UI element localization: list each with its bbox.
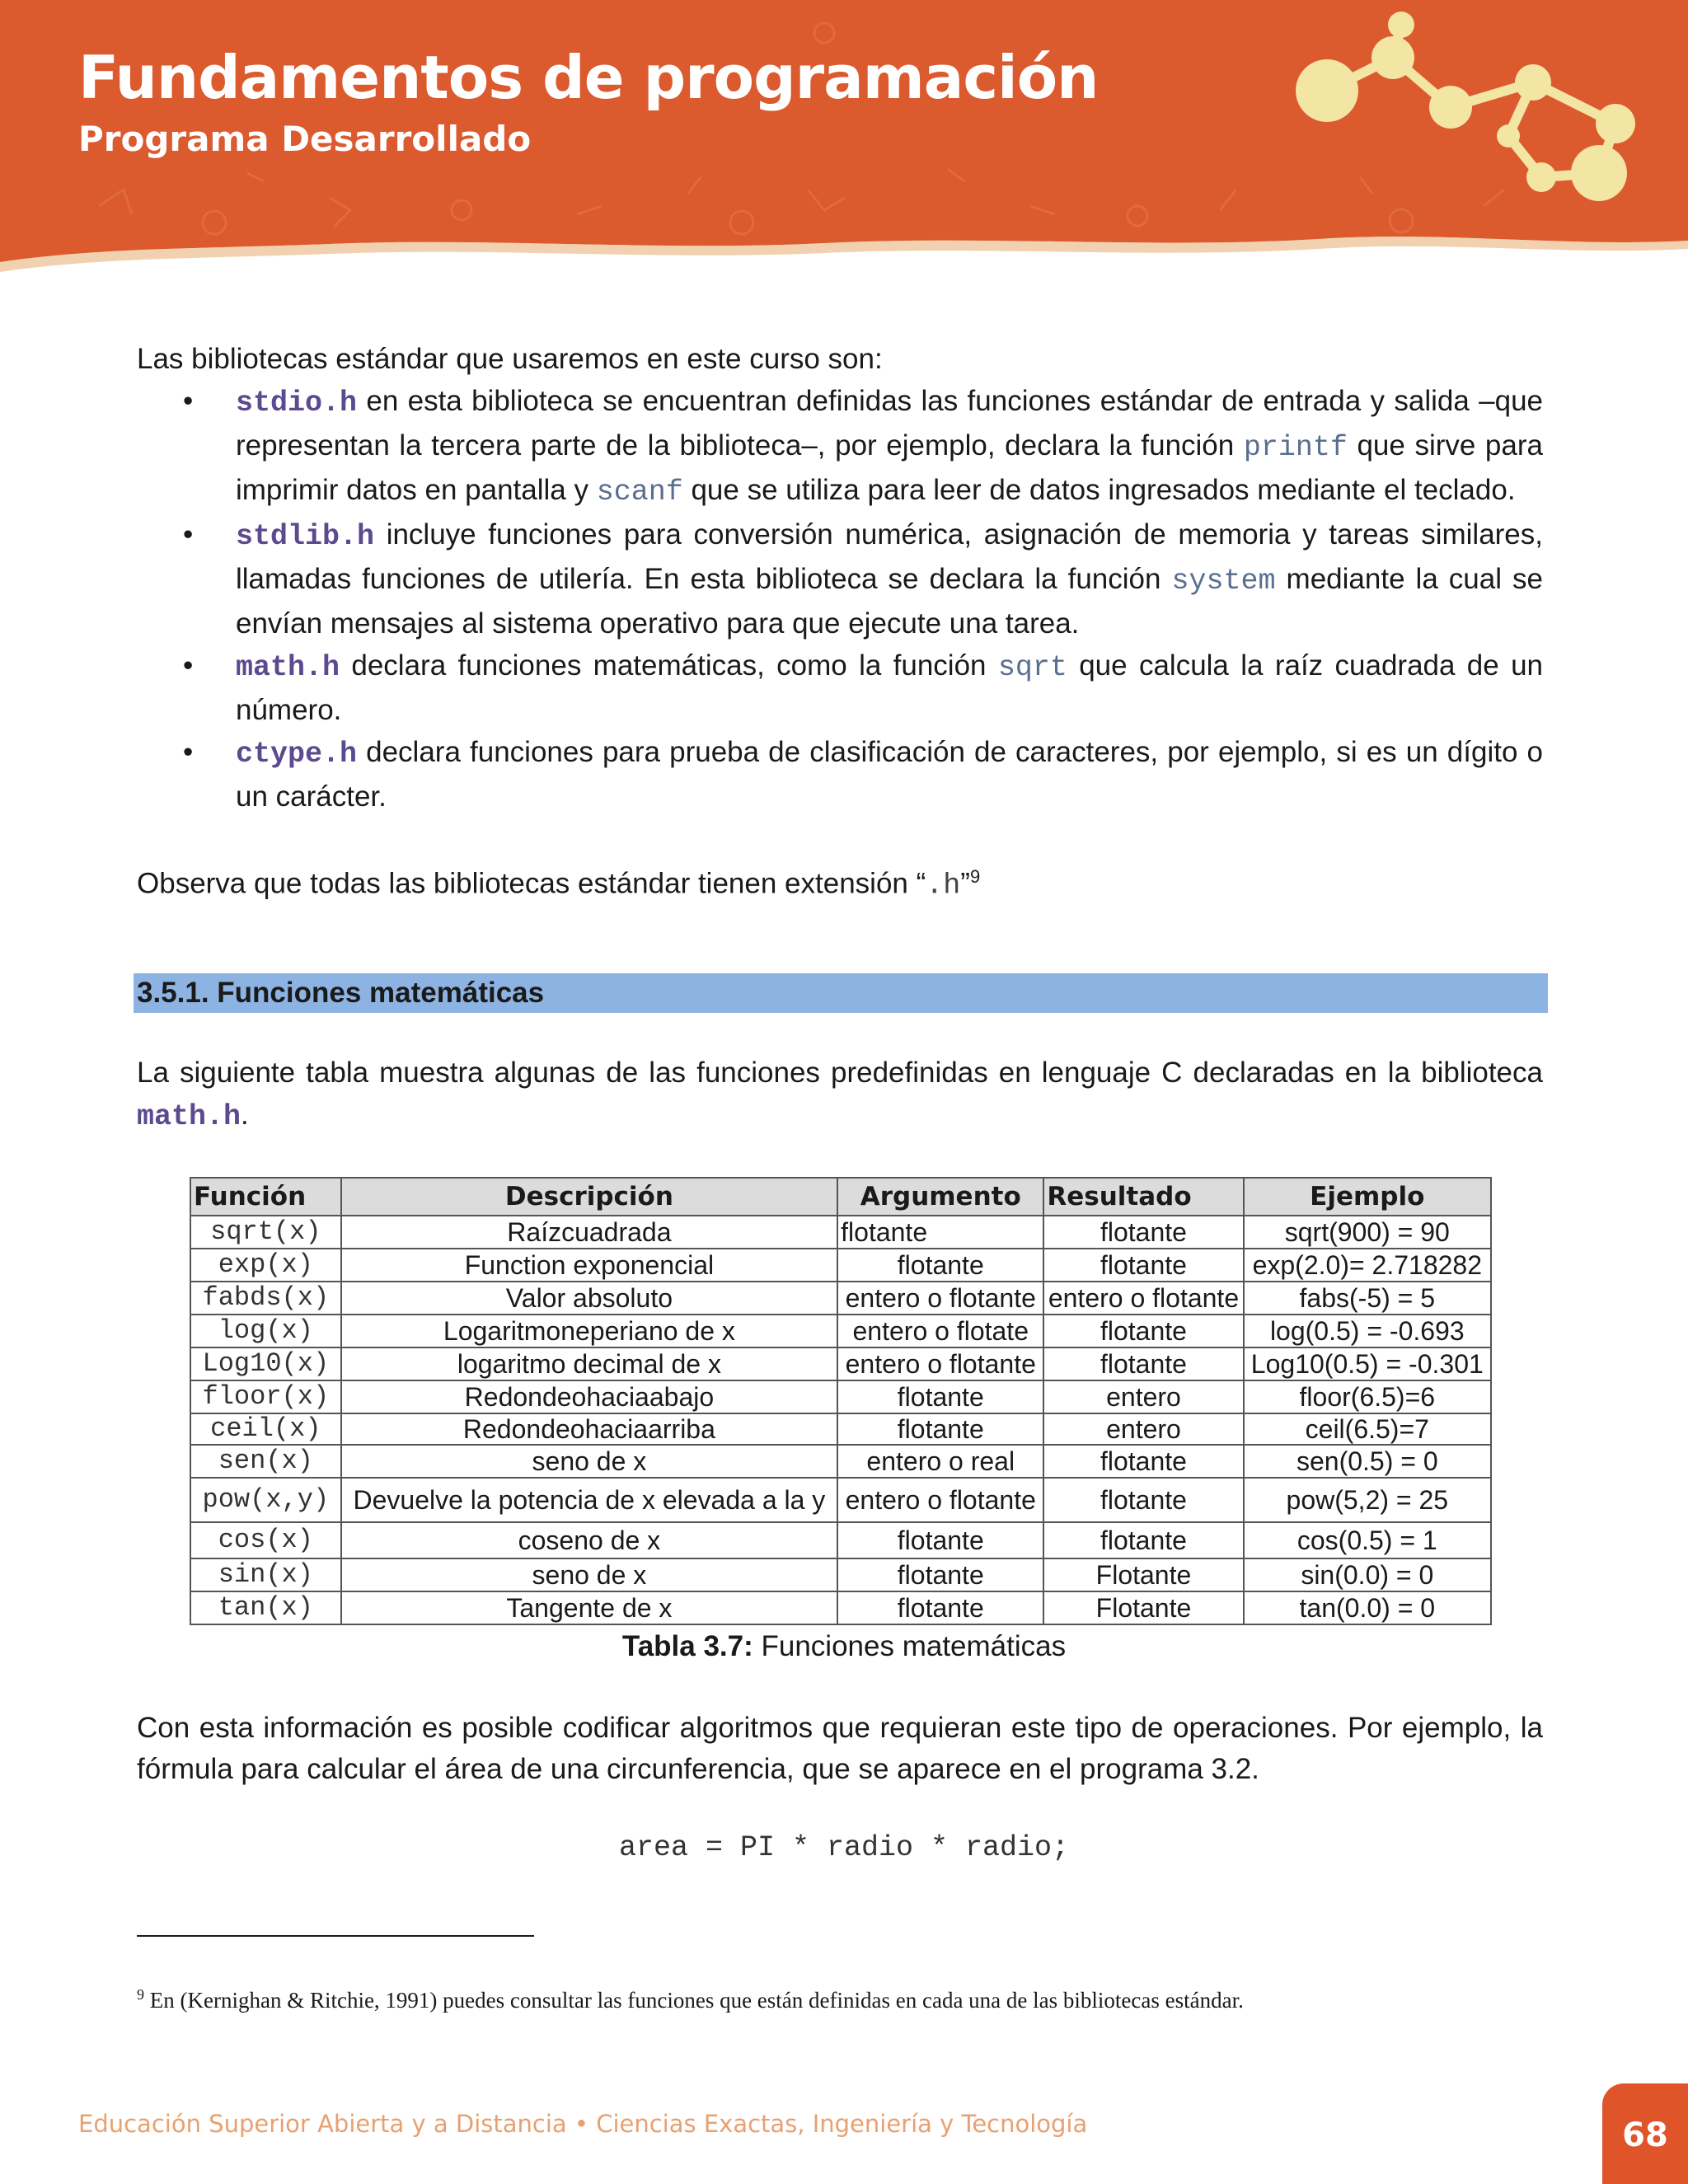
cell-resultado: Flotante xyxy=(1043,1591,1243,1624)
lib-name: stdlib.h xyxy=(236,520,375,553)
cell-argumento: flotante xyxy=(837,1413,1043,1445)
lib-description: declara funciones matemáticas, como la función xyxy=(340,649,998,682)
cell-ejemplo: cos(0.5) = 1 xyxy=(1244,1522,1491,1558)
table-row xyxy=(190,1216,1491,1249)
cell-resultado: entero xyxy=(1043,1380,1243,1413)
col-header-argumento: Argumento xyxy=(837,1178,1043,1216)
cell-funcion: floor(x) xyxy=(190,1380,341,1413)
cell-funcion: exp(x) xyxy=(190,1249,341,1282)
footnote xyxy=(137,1986,1244,2013)
cell-argumento: flotante xyxy=(837,1249,1043,1282)
code-system: system xyxy=(1171,565,1276,598)
cell-ejemplo: exp(2.0)= 2.718282 xyxy=(1244,1249,1491,1282)
list-item-ctype xyxy=(137,731,1543,818)
cell-ejemplo: log(0.5) = -0.693 xyxy=(1244,1315,1491,1347)
cell-descripcion: coseno de x xyxy=(341,1522,837,1558)
footnote-number: 9 xyxy=(137,1986,144,2003)
lib-description-cont: mediante la cual se envían mensajes al sistema operativo para que ejecute una tarea. xyxy=(236,563,1543,640)
table-row xyxy=(190,1347,1491,1380)
cell-argumento: flotante xyxy=(837,1522,1043,1558)
cell-descripcion: Valor absoluto xyxy=(341,1282,837,1315)
cell-funcion: sin(x) xyxy=(190,1558,341,1591)
cell-ejemplo: fabs(-5) = 5 xyxy=(1244,1282,1491,1315)
document-subtitle: Programa Desarrollado xyxy=(78,119,532,159)
observe-paragraph xyxy=(137,855,1543,907)
cell-resultado: flotante xyxy=(1043,1216,1243,1249)
cell-argumento: entero o flotante xyxy=(837,1347,1043,1380)
footer-text: Educación Superior Abierta y a Distancia • Ciencias Exactas, Ingeniería y Tecnología xyxy=(78,2110,1088,2138)
lib-description: incluye funciones para conversión numérica, asignación de memoria y tareas similares, llamadas funciones de utilería. En esta biblioteca se declara la función xyxy=(236,518,1543,595)
after-table-paragraph: Con esta información es posible codificar algoritmos que requieran este tipo de operaciones. Por ejemplo, la fórmula para calcular el área de una circunferencia, que se aparece en el programa 3.2. xyxy=(137,1712,1543,1785)
cell-resultado: entero o flotante xyxy=(1043,1282,1243,1315)
cell-ejemplo: pow(5,2) = 25 xyxy=(1244,1478,1491,1522)
cell-argumento: flotante xyxy=(837,1380,1043,1413)
cell-argumento: entero o real xyxy=(837,1445,1043,1478)
cell-argumento: entero o flotante xyxy=(837,1478,1043,1522)
table-header-row xyxy=(190,1178,1491,1216)
caption-label: Tabla 3.7: xyxy=(621,1630,753,1662)
cell-resultado: flotante xyxy=(1043,1347,1243,1380)
table-intro-end: . xyxy=(241,1099,249,1131)
document-title: Fundamentos de programación xyxy=(78,43,1099,112)
list-item-math xyxy=(137,644,1543,731)
cell-resultado: flotante xyxy=(1043,1249,1243,1282)
table-row xyxy=(190,1282,1491,1315)
page-number: 68 xyxy=(1622,2116,1668,2154)
lib-description: en esta biblioteca se encuentran definidas las funciones estándar de entrada y salida –que representan la tercera parte de la biblioteca–, por ejemplo, declara la función xyxy=(236,385,1543,462)
cell-ejemplo: floor(6.5)=6 xyxy=(1244,1380,1491,1413)
cell-argumento: flotante xyxy=(837,1591,1043,1624)
cell-descripcion: Tangente de x xyxy=(341,1591,837,1624)
cell-argumento: flotante xyxy=(837,1558,1043,1591)
code-printf: printf xyxy=(1243,431,1348,464)
lib-description: declara funciones para prueba de clasificación de caracteres, por ejemplo, si es un dígito o un carácter. xyxy=(236,736,1543,813)
table-intro-text: La siguiente tabla muestra algunas de las funciones predefinidas en lenguaje C declaradas en la biblioteca xyxy=(137,1057,1543,1089)
table-row xyxy=(190,1445,1491,1478)
cell-argumento: entero o flotante xyxy=(837,1282,1043,1315)
code-sqrt: sqrt xyxy=(997,651,1067,684)
cell-ejemplo: sen(0.5) = 0 xyxy=(1244,1445,1491,1478)
cell-funcion: fabds(x) xyxy=(190,1282,341,1315)
col-header-ejemplo: Ejemplo xyxy=(1244,1178,1491,1216)
table-row xyxy=(190,1522,1491,1558)
table-row xyxy=(190,1591,1491,1624)
cell-funcion: ceil(x) xyxy=(190,1413,341,1445)
cell-descripcion: Redondeohaciaabajo xyxy=(341,1380,837,1413)
list-item-stdlib xyxy=(137,513,1543,644)
cell-ejemplo: sqrt(900) = 90 xyxy=(1244,1216,1491,1249)
math-functions-table xyxy=(190,1177,1492,1625)
table-row xyxy=(190,1558,1491,1591)
cell-descripcion: logaritmo decimal de x xyxy=(341,1347,837,1380)
cell-resultado: flotante xyxy=(1043,1445,1243,1478)
lib-name: stdio.h xyxy=(236,387,358,419)
cell-ejemplo: sin(0.0) = 0 xyxy=(1244,1558,1491,1591)
cell-argumento: entero o flotate xyxy=(837,1315,1043,1347)
footnote-ref[interactable]: 9 xyxy=(969,866,981,887)
col-header-resultado: Resultado xyxy=(1043,1178,1243,1216)
col-header-descripcion: Descripción xyxy=(341,1178,837,1216)
cell-descripcion: seno de x xyxy=(341,1558,837,1591)
table-caption xyxy=(0,1630,1688,1663)
cell-descripcion: Redondeohaciaarriba xyxy=(341,1413,837,1445)
cell-resultado: flotante xyxy=(1043,1315,1243,1347)
cell-descripcion: Devuelve la potencia de x elevada a la y xyxy=(341,1478,837,1522)
page-header xyxy=(0,0,1688,280)
cell-ejemplo: Log10(0.5) = -0.301 xyxy=(1244,1347,1491,1380)
lib-name: ctype.h xyxy=(236,738,358,771)
footnote-divider xyxy=(137,1935,534,1937)
section-heading: 3.5.1. Funciones matemáticas xyxy=(134,973,1548,1013)
library-list xyxy=(137,380,1543,818)
table-row xyxy=(190,1315,1491,1347)
cell-resultado: Flotante xyxy=(1043,1558,1243,1591)
table-intro-paragraph xyxy=(137,1052,1543,1138)
code-math-h: math.h xyxy=(137,1100,241,1133)
table-row xyxy=(190,1413,1491,1445)
table-row xyxy=(190,1249,1491,1282)
page-number-tab xyxy=(1602,2083,1688,2184)
cell-funcion: log(x) xyxy=(190,1315,341,1347)
code-scanf: scanf xyxy=(596,476,683,509)
cell-resultado: entero xyxy=(1043,1413,1243,1445)
code-formula: area = PI * radio * radio; xyxy=(618,1831,1070,1864)
cell-ejemplo: ceil(6.5)=7 xyxy=(1244,1413,1491,1445)
cell-resultado: flotante xyxy=(1043,1522,1243,1558)
cell-descripcion: Function exponencial xyxy=(341,1249,837,1282)
cell-funcion: pow(x,y) xyxy=(190,1478,341,1522)
cell-descripcion: Raízcuadrada xyxy=(341,1216,837,1249)
col-header-funcion: Función xyxy=(190,1178,341,1216)
cell-funcion: Log10(x) xyxy=(190,1347,341,1380)
cell-funcion: sen(x) xyxy=(190,1445,341,1478)
observe-text: Observa que todas las bibliotecas estándar tienen extensión “ xyxy=(137,867,926,900)
cell-descripcion: Logaritmoneperiano de x xyxy=(341,1315,837,1347)
cell-funcion: sqrt(x) xyxy=(190,1216,341,1249)
lib-description-end: que se utiliza para leer de datos ingresados mediante el teclado. xyxy=(682,474,1516,506)
main-content xyxy=(137,338,1543,907)
cell-descripcion: seno de x xyxy=(341,1445,837,1478)
lib-name: math.h xyxy=(236,651,340,684)
cell-ejemplo: tan(0.0) = 0 xyxy=(1244,1591,1491,1624)
lib-description-cont: que calcula la raíz cuadrada de un número. xyxy=(236,649,1544,726)
footnote-text: En (Kernighan & Ritchie, 1991) puedes consultar las funciones que están definidas en cada una de las bibliotecas estándar. xyxy=(144,1988,1244,2013)
code-h-extension: .h xyxy=(926,869,961,902)
cell-resultado: flotante xyxy=(1043,1478,1243,1522)
intro-paragraph: Las bibliotecas estándar que usaremos en este curso son: xyxy=(137,343,883,375)
table-row xyxy=(190,1380,1491,1413)
caption-text: Funciones matemáticas xyxy=(753,1630,1067,1662)
cell-funcion: cos(x) xyxy=(190,1522,341,1558)
cell-funcion: tan(x) xyxy=(190,1591,341,1624)
table-body xyxy=(190,1216,1491,1624)
observe-quote-close: ” xyxy=(960,867,970,900)
cell-argumento: flotante xyxy=(837,1216,1043,1249)
table-row xyxy=(190,1478,1491,1522)
list-item-stdio xyxy=(137,380,1543,513)
lib-description-cont: que sirve para imprimir datos en pantalla y xyxy=(236,429,1543,506)
